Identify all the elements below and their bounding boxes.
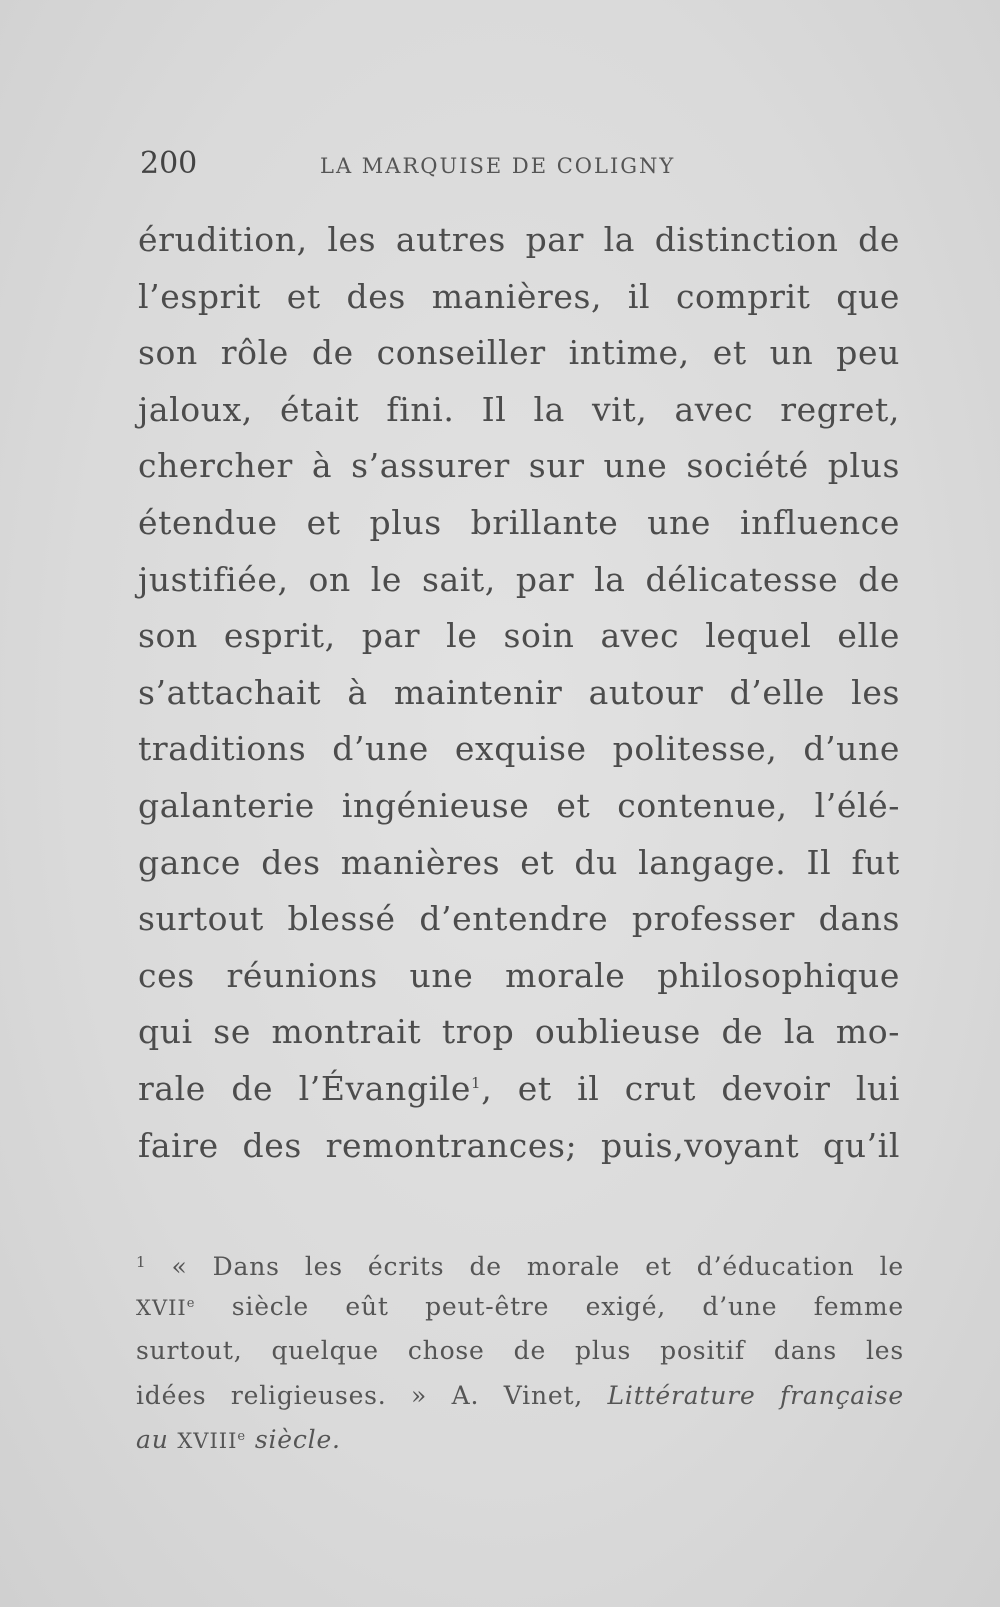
body-line: traditions d’une exquise politesse, d’une [138,729,900,769]
work-title-continued: siècle. [246,1425,341,1454]
body-line: surtout blessé d’entendre professer dans [138,899,900,939]
body-line-text: , et il crut devoir lui [481,1068,900,1108]
body-line: érudition, les autres par la distinction de [138,220,900,259]
footnote-text: « Dans les écrits de morale et d’éducation le [171,1252,905,1281]
page-number: 200 [140,146,198,181]
page-header [140,146,900,186]
body-line-text: rale de l’Évangile [138,1068,472,1108]
body-line: galanterie ingénieuse et contenue, l’élé- [138,785,900,825]
body-line: chercher à s’assurer sur une société plus [138,446,900,486]
century-small-caps [136,1296,195,1320]
footnote-line [136,1374,904,1419]
body-line: son rôle de conseiller intime, et un peu [138,333,900,373]
century-numeral: XVIII [177,1429,238,1453]
footnote-line [136,1240,904,1285]
body-line: qui se montrait trop oublieuse de la mo- [138,1012,900,1052]
body-line: justifiée, on le sait, par la délicatesse de [138,559,900,599]
body-line: l’esprit et des manières, il comprit que [138,276,900,316]
body-line: s’attachait à maintenir autour d’elle les [138,672,900,712]
footnote-line [136,1418,904,1463]
century-numeral: XVII [136,1295,187,1320]
work-title-continued: au [136,1425,178,1454]
body-text [138,212,900,1174]
body-line: jaloux, était fini. Il la vit, avec regret, [138,389,900,429]
body-line-with-footnote-ref [138,1061,900,1118]
footnote-line: surtout, quelque chose de plus positif dans les [136,1336,904,1365]
century-suffix: e [186,1295,196,1311]
running-title: LA MARQUISE DE COLIGNY [320,154,676,178]
body-line: ces réunions une morale philosophique [138,955,900,995]
footnote-marker: 1 [136,1253,147,1271]
body-line: étendue et plus brillante une influence [138,502,900,542]
century-small-caps [177,1429,246,1453]
body-line: gance des manières et du langage. Il fut [138,842,900,882]
footnote-text: siècle eût peut-être exigé, d’une femme [195,1291,904,1321]
footnote-reference: 1 [471,1073,482,1092]
footnote-text: idées religieuses. » A. Vinet, [136,1380,608,1410]
work-title: Littérature française [607,1380,904,1410]
footnote-line [136,1285,904,1330]
body-line: son esprit, par le soin avec lequel elle [138,616,900,656]
body-line: faire des remontrances; puis,voyant qu’il [138,1125,900,1165]
century-suffix: e [237,1429,247,1444]
footnote [136,1240,904,1463]
